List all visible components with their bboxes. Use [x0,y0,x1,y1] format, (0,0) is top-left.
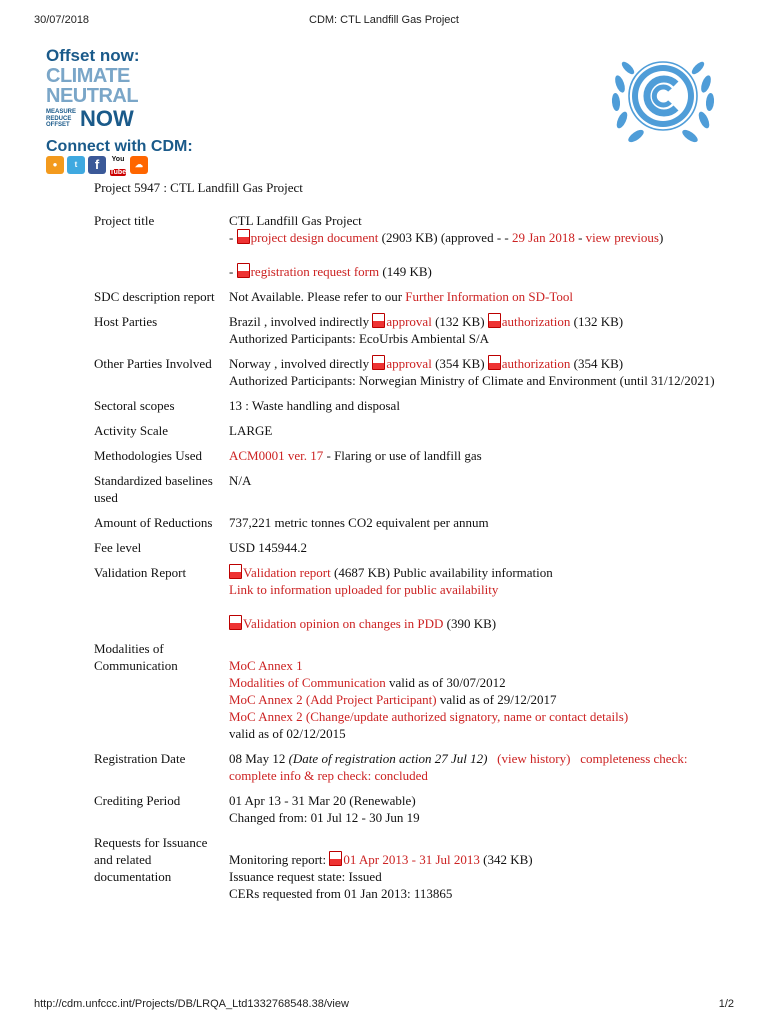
print-date: 30/07/2018 [34,14,90,26]
pdf-icon [372,313,385,328]
pdf-icon [372,355,385,370]
unfccc-emblem-icon [598,44,728,154]
project-heading: Project 5947 : CTL Landfill Gas Project [94,180,303,195]
now-label: NOW [80,106,134,131]
row-host-parties: Host Parties Brazil , involved indirectly approval (132 KB) authorization (132 KB) Authorized Participants: EcoUrbis Ambiental S/A [94,313,718,355]
print-title: CDM: CTL Landfill Gas Project [309,14,459,26]
registration-request-form-link[interactable]: registration request form [250,264,380,279]
youtube-icon[interactable]: You Tube [109,156,127,176]
pdf-icon [237,263,250,278]
row-methodologies: Methodologies Used ACM0001 ver. 17 - Flaring or use of landfill gas [94,448,482,463]
completeness-check-link[interactable]: completeness check: complete info & rep check: concluded [229,751,688,783]
row-validation: Validation Report Validation report (4687 KB) Public availability information Link to information uploaded for public availability Validation opinion on changes in PDD (390 KB) [94,564,718,640]
view-previous-link[interactable]: view previous [585,230,659,245]
pdf-icon [488,355,501,370]
twitter-icon[interactable]: t [67,156,85,174]
row-amount: Amount of Reductions 737,221 metric tonnes CO2 equivalent per annum [94,515,489,530]
public-availability-link[interactable]: Link to information uploaded for public availability [229,582,499,597]
connect-label: Connect with CDM: [46,138,193,155]
measure-reduce-offset: MEASURE REDUCE OFFSET [46,109,77,129]
pdf-icon [237,229,250,244]
row-crediting: Crediting Period 01 Apr 13 - 31 Mar 20 (Renewable) Changed from: 01 Jul 12 - 30 Jun 19 [94,793,420,825]
label-other-parties: Other Parties Involved [94,356,212,371]
row-sdc: SDC description report Not Available. Please refer to our Further Information on SD-Tool [94,288,718,313]
pdf-icon [488,313,501,328]
project-details-table [94,212,718,910]
facebook-icon[interactable]: f [88,156,106,174]
pdf-icon [229,564,242,579]
row-sectoral: Sectoral scopes 13 : Waste handling and disposal [94,398,400,413]
print-url: http://cdm.unfccc.int/Projects/DB/LRQA_Ltd1332768548.38/view [34,998,349,1010]
host-approval-link[interactable]: approval [386,314,432,329]
row-project-title: Project title CTL Landfill Gas Project - project design document (2903 KB) (approved - - 29 Jan 2018 - view previous) - registration request form (149 KB) [94,212,718,288]
page-number: 1/2 [718,998,734,1010]
row-fee: Fee level USD 145944.2 [94,540,308,555]
other-authorization-link[interactable]: authorization [501,356,571,371]
rss-icon[interactable]: ● [46,156,64,174]
row-baselines: Standardized baselines used N/A [94,473,252,505]
moc-annex2a-link[interactable]: MoC Annex 2 (Add Project Participant) [229,692,437,707]
soundcloud-icon[interactable]: ☁ [130,156,148,174]
pdd-link[interactable]: project design document [250,230,379,245]
label-sdc: SDC description report [94,289,215,304]
pdf-icon [329,851,342,866]
monitoring-report-link[interactable]: 01 Apr 2013 - 31 Jul 2013 [343,852,480,867]
neutral-label: NEUTRAL [46,85,139,107]
row-moc: Modalities of Communication MoC Annex 1 Modalities of Communication valid as of 30/07/2012 MoC Annex 2 (Add Project Participant) valid as of 29/12/2017 MoC Annex 2 (Change/update authorized signatory, name or contact details) valid as of 02/12/2015 [94,640,718,750]
project-title-value: CTL Landfill Gas Project [229,213,362,228]
row-registration: Registration Date 08 May 12 (Date of registration action 27 Jul 12) (view history) completeness check: complete info & rep check: concluded [94,751,688,783]
methodology-link[interactable]: ACM0001 ver. 17 [229,448,324,463]
row-other-parties: Other Parties Involved Norway , involved directly approval (354 KB) authorization (354 KB) Authorized Participants: Norwegian Ministry of Climate and Environment (until 31/12/2021) [94,355,718,397]
social-icons [46,156,148,174]
climate-label: CLIMATE [46,65,130,87]
view-history-link[interactable]: (view history) [497,751,571,766]
offset-now-badge[interactable] [46,46,140,130]
validation-opinion-link[interactable]: Validation opinion on changes in PDD [243,616,444,631]
row-scale: Activity Scale LARGE [94,423,273,438]
modalities-link[interactable]: Modalities of Communication [229,675,386,690]
moc-annex1-link[interactable]: MoC Annex 1 [229,658,303,673]
validation-report-link[interactable]: Validation report [243,565,331,580]
row-issuance: Requests for Issuance and related documentation Monitoring report: 01 Apr 2013 - 31 Jul 2013 (342 KB) Issuance request state: Issued CERs requested from 01 Jan 2013: 113865 [94,835,533,901]
label-project-title: Project title [94,213,155,228]
sd-tool-link[interactable]: Further Information on SD-Tool [405,289,573,304]
host-authorization-link[interactable]: authorization [501,314,571,329]
pdd-date-link[interactable]: 29 Jan 2018 [511,230,575,245]
label-host-parties: Host Parties [94,314,158,329]
offset-now-label: Offset now: [46,46,140,65]
other-approval-link[interactable]: approval [386,356,432,371]
pdf-icon [229,615,242,630]
moc-annex2b-link[interactable]: MoC Annex 2 (Change/update authorized signatory, name or contact details) [229,709,629,724]
